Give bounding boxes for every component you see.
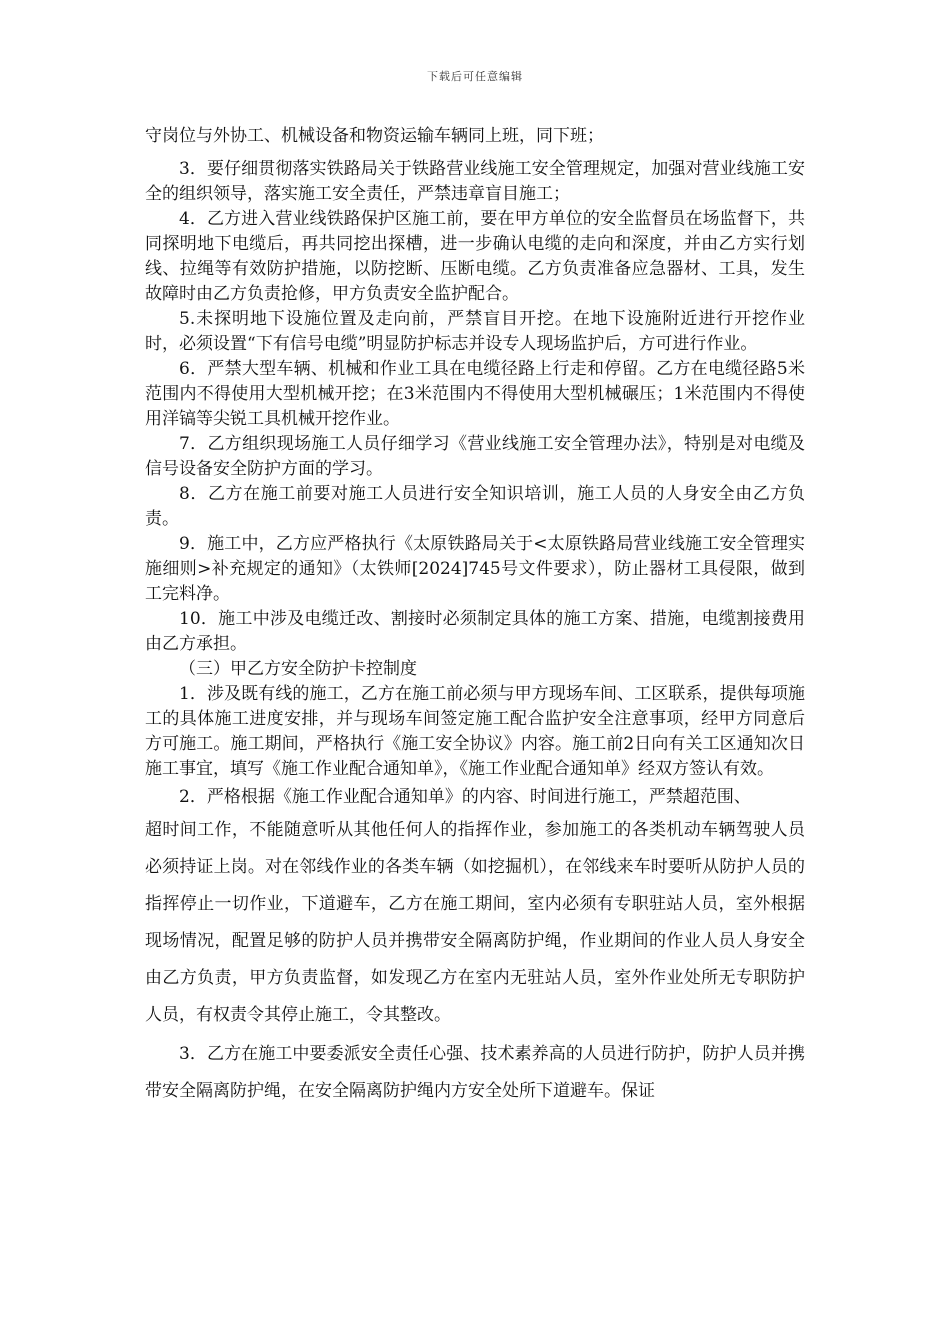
paragraph-continuation: 守岗位与外协工、机械设备和物资运输车辆同上班，同下班； bbox=[145, 126, 604, 146]
paragraph-item-5: 5.未探明地下设施位置及走向前，严禁盲目开挖。在地下设施附近进行开挖作业时，必须设置“下有信号电缆”明显防护标志并设专人现场监护后，方可进行作业。 bbox=[145, 309, 805, 354]
paragraph-item-7: 7．乙方组织现场施工人员仔细学习《营业线施工安全管理办法》，特别是对电缆及信号设备安全防护方面的学习。 bbox=[145, 434, 805, 479]
paragraph-item-10: 10．施工中涉及电缆迁改、割接时必须制定具体的施工方案、措施，电缆割接费用由乙方承担。 bbox=[145, 609, 805, 654]
paragraph-control-3: 3．乙方在施工中要委派安全责任心强、技术素养高的人员进行防护，防护人员并携带安全隔离防护绳，在安全隔离防护绳内方安全处所下道避车。保证 bbox=[145, 1044, 805, 1101]
paragraph-item-9: 9．施工中，乙方应严格执行《太原铁路局关于<太原铁路局营业线施工安全管理实施细则>补充规定的通知》（太铁师[2024]745号文件要求），防止器材工具侵限，做到工完料净。 bbox=[145, 534, 805, 604]
paragraph-item-6: 6．严禁大型车辆、机械和作业工具在电缆径路上行走和停留。乙方在电缆径路5米范围内不得使用大型机械开挖；在3米范围内不得使用大型机械碾压；1米范围内不得使用洋镐等尖锐工具机械开挖作业。 bbox=[145, 359, 805, 429]
paragraph-item-4: 4．乙方进入营业线铁路保护区施工前，要在甲方单位的安全监督员在场监督下，共同探明地下电缆后，再共同挖出探槽，进一步确认电缆的走向和深度，并由乙方实行划线、拉绳等有效防护措施，以防挖断、压断电缆。乙方负责准备应急器材、工具，发生故障时由乙方负责抢修，甲方负责安全监护配合。 bbox=[145, 209, 805, 304]
paragraph-item-8: 8．乙方在施工前要对施工人员进行安全知识培训，施工人员的人身安全由乙方负责。 bbox=[145, 484, 805, 529]
paragraph-control-2-continued: 超时间工作，不能随意听从其他任何人的指挥作业，参加施工的各类机动车辆驾驶人员必须持证上岗。对在邻线作业的各类车辆（如挖掘机），在邻线来车时要听从防护人员的指挥停止一切作业，下道避车，乙方在施工期间，室内必须有专职驻站人员，室外根据现场情况，配置足够的防护人员并携带安全隔离防护绳，作业期间的作业人员人身安全由乙方负责，甲方负责监督，如发现乙方在室内无驻站人员，室外作业处所无专职防护人员，有权责令其停止施工，令其整改。 bbox=[145, 820, 805, 1025]
document-body bbox=[145, 124, 805, 1110]
page-header: 下载后可任意编辑 bbox=[427, 70, 523, 83]
paragraph-item-3: 3．要仔细贯彻落实铁路局关于铁路营业线施工安全管理规定，加强对营业线施工安全的组织领导，落实施工安全责任，严禁违章盲目施工； bbox=[145, 159, 805, 204]
paragraph-control-1: 1．涉及既有线的施工，乙方在施工前必须与甲方现场车间、工区联系，提供每项施工的具体施工进度安排，并与现场车间签定施工配合监护安全注意事项，经甲方同意后方可施工。施工期间，严格执行《施工安全协议》内容。施工前2日向有关工区通知次日施工事宜，填写《施工作业配合通知单》，《施工作业配合通知单》经双方签认有效。 bbox=[145, 684, 805, 779]
section-heading: （三）甲乙方安全防护卡控制度 bbox=[179, 659, 417, 679]
paragraph-control-2: 2．严格根据《施工作业配合通知单》的内容、时间进行施工，严禁超范围、 bbox=[179, 787, 751, 807]
